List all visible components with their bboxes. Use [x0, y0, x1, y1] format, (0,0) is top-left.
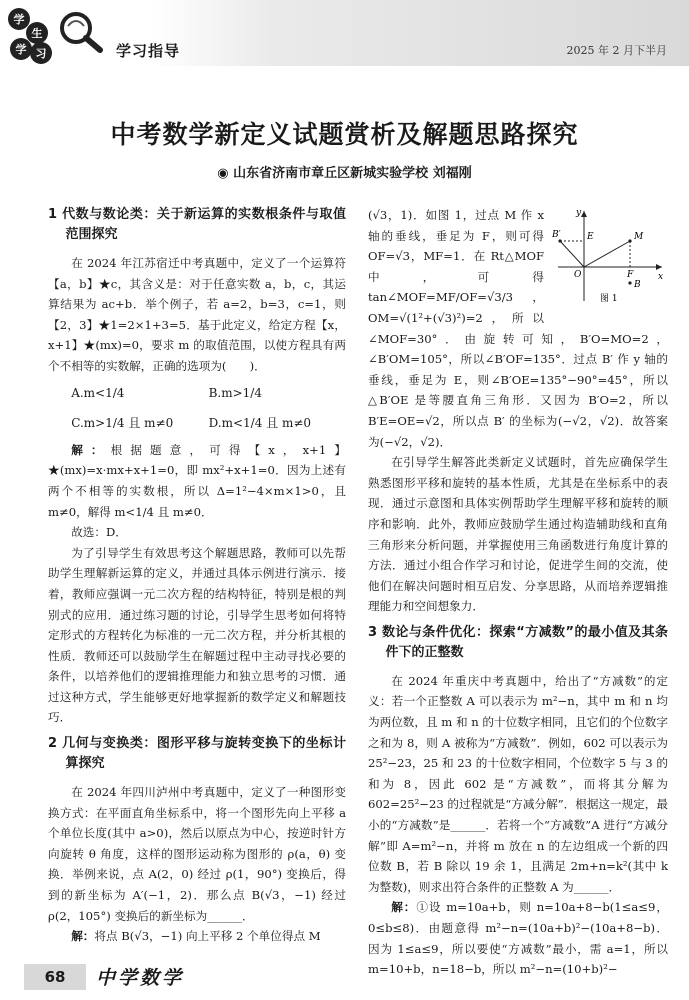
- left-column: [48, 205, 346, 947]
- paragraph: (√3，1)．如图 1，过点 M 作 x 轴的垂线，垂足为 F，则可得 OF=√3，MF=1．在 Rt△MOF 中，可得 tan∠MOF=MF/OF=√3/3，OM=√(1²+(√3)²)=2，所以∠MOF=30°．由旋转可知，B′O=MO=2，∠B′OM=105°，所以∠B′OF=135°．过点 B′ 作 y 轴的垂线，垂足为 E，则∠B′OE=135°−90°=45°，所以△B′OE 是等腰直角三角形．又因为 B′O=2，所以 B′E=OE=√2，所以点 B′ 的坐标为(−√2，√2)．故答案为(−√2，√2)．: [368, 208, 668, 449]
- option-b: B.m>1/4: [208, 385, 262, 400]
- origin-label: O: [574, 270, 582, 280]
- answer-options: [71, 383, 346, 434]
- x-axis-label: x: [658, 272, 664, 282]
- logo-char: 学: [8, 8, 30, 30]
- point-m-label: M: [634, 232, 644, 242]
- logo-char: 学: [10, 38, 32, 60]
- point-b-label: B: [634, 280, 641, 290]
- point-e-label: E: [587, 232, 594, 242]
- y-axis-label: y: [576, 208, 582, 218]
- logo-char: 生: [26, 22, 48, 44]
- article-author: ◉ 山东省济南市章丘区新城实验学校 刘福刚: [217, 166, 472, 181]
- solution: [48, 440, 346, 522]
- magazine-name: 中学数学: [96, 967, 185, 989]
- answer-line: 故选：D．: [71, 525, 127, 540]
- solution-text: ①设 m=10a+b，则 n=10a+8−b(1≤a≤9，0≤b≤8)．由题意得 m²−n=(10a+b)²−(10a+8−b)．因为 1≤a≤9，所以要使“方减数”最小，需 a=1，所以 m=10+b，n=18−b，所以 m²−n=(10+b)²−: [368, 900, 668, 977]
- paragraph: 在 2024 年四川泸州中考真题中，定义了一种图形变换方式：在平面直角坐标系中，将一个图形先向上平移 a 个单位长度(其中 a>0)，然后以原点为中心，按逆时针方向旋转 θ 角度，这样的图形运动称为图形的 ρ(a，θ) 变换．举例来说，点 A(2，0) 经过 ρ(1，90°) 变换后，得到的新坐标为 A′(−1，2)．那么点 B(√3，−1) 经过 ρ(2，105°) 变换后的新坐标为______．: [48, 785, 346, 923]
- page-number: 68: [24, 964, 86, 990]
- section-2-heading: 2 几何与变换类：图形平移与旋转变换下的坐标计算探究: [48, 736, 346, 772]
- paragraph: 在 2024 年重庆中考真题中，给出了“方减数”的定义：若一个正整数 A 可以表示为 m²−n，其中 m 和 n 均为两位数，且 m 和 n 的十位数字相同，且它们的个位数字之和为 8，则 A 被称为“方减数”．例如，602 可以表示为 25²−23，25 和 23 的十位数字相同，个位数字 5 与 3 的和为 8，因此 602 是“方减数”，而将其分解为 602=25²−23 的过程就是“方减分解”．根据这一规定，最小的“方减数”是______．若将一个“方减数”A 进行“方减分解”即 A=m²−n，并将 m 放在 n 的左边组成一个新的四位数 B，若 B 除以 19 余 1，且满足 2m+n=k²(其中 k 为整数)，则求出符合条件的正整数 A 为______．: [368, 673, 668, 894]
- solution-label: 解：: [391, 900, 417, 915]
- section-1-heading: 1 代数与数论类：关于新运算的实数根条件与取值范围探究: [48, 207, 346, 242]
- paragraph: 在引导学生解答此类新定义试题时，首先应确保学生熟悉图形平移和旋转的基本性质，尤其是在坐标系中的表现．通过示意图和具体实例帮助学生理解平移和旋转的顺序和影响．此外，教师应鼓励学生通过构造辅助线和直角三角形来分析问题，并掌握使用三角函数进行角度计算的方法．通过小组合作学习和讨论，促进学生间的交流，使他们在解决问题时相互启发、分享思路，从而培养逻辑推理能力和空间想象力．: [368, 455, 668, 614]
- page-header: [0, 0, 689, 66]
- figure-caption: 图 1: [600, 294, 618, 304]
- section-name: 学习指导: [116, 42, 181, 60]
- paragraph: 为了引导学生有效思考这个解题思路，教师可以先帮助学生理解新运算的定义，并通过具体示例进行演示．接着，教师应强调一元二次方程的结构特征，特别是根的判别式的应用．通过练习题的讨论，引导学生思考如何将特定形式的方程转化为标准的一元二次方程，并分析其根的性质．教师还可以鼓励学生在解题过程中主动寻找必要的条件，以培养他们的逻辑推理能力和独立思考的习惯．通过这种方式，学生能够更好地掌握新的数学定义和解题技巧．: [48, 545, 346, 725]
- solution: [368, 897, 668, 979]
- solution-label: 解：: [71, 442, 111, 457]
- coordinate-diagram: [550, 205, 668, 305]
- magazine-logo: [8, 6, 108, 64]
- figure-1: [550, 205, 668, 305]
- solution-label: 解：: [71, 929, 95, 944]
- option-c: C.m>1/4 且 m≠0: [71, 416, 174, 431]
- solution-text: 根据题意，可得【x，x+1】★(mx)=x·mx+x+1=0，即 mx²+x+1=0．因为上述有两个不相等的实数根，所以 Δ=1²−4×m×1>0，且 m≠0，解得 m<1/4 且 m≠0．: [48, 442, 346, 519]
- logo-char: 习: [30, 42, 52, 64]
- solution: [48, 926, 346, 947]
- right-column: [368, 205, 668, 980]
- magnifier-icon: [54, 8, 106, 54]
- solution-text: 将点 B(√3，−1) 向上平移 2 个单位得点 M: [94, 929, 321, 944]
- issue-date: 2025 年 2 月下半月: [566, 44, 667, 57]
- paragraph: 在 2024 年江苏宿迁中考真题中，定义了一个运算符【a，b】★c，其含义是：对于任意实数 a，b，c，其运算结果为 ac+b．举个例子，若 a=2，b=3，c=1，则【2，3】★1=2×1+3=5．基于此定义，给定方程【x，x+1】★(mx)=0，要求 m 的取值范围，以使方程具有两个不相等的实数解，正确的选项为( )．: [48, 256, 346, 373]
- option-d: D.m<1/4 且 m≠0: [208, 416, 312, 431]
- point-bprime-label: B′: [552, 230, 561, 240]
- point-f-label: F: [627, 270, 634, 280]
- article-title: 中考数学新定义试题赏析及解题思路探究: [110, 120, 579, 149]
- section-3-heading: 3 数论与条件优化：探索“方减数”的最小值及其条件下的正整数: [368, 624, 668, 660]
- option-a: A.m<1/4: [71, 385, 125, 400]
